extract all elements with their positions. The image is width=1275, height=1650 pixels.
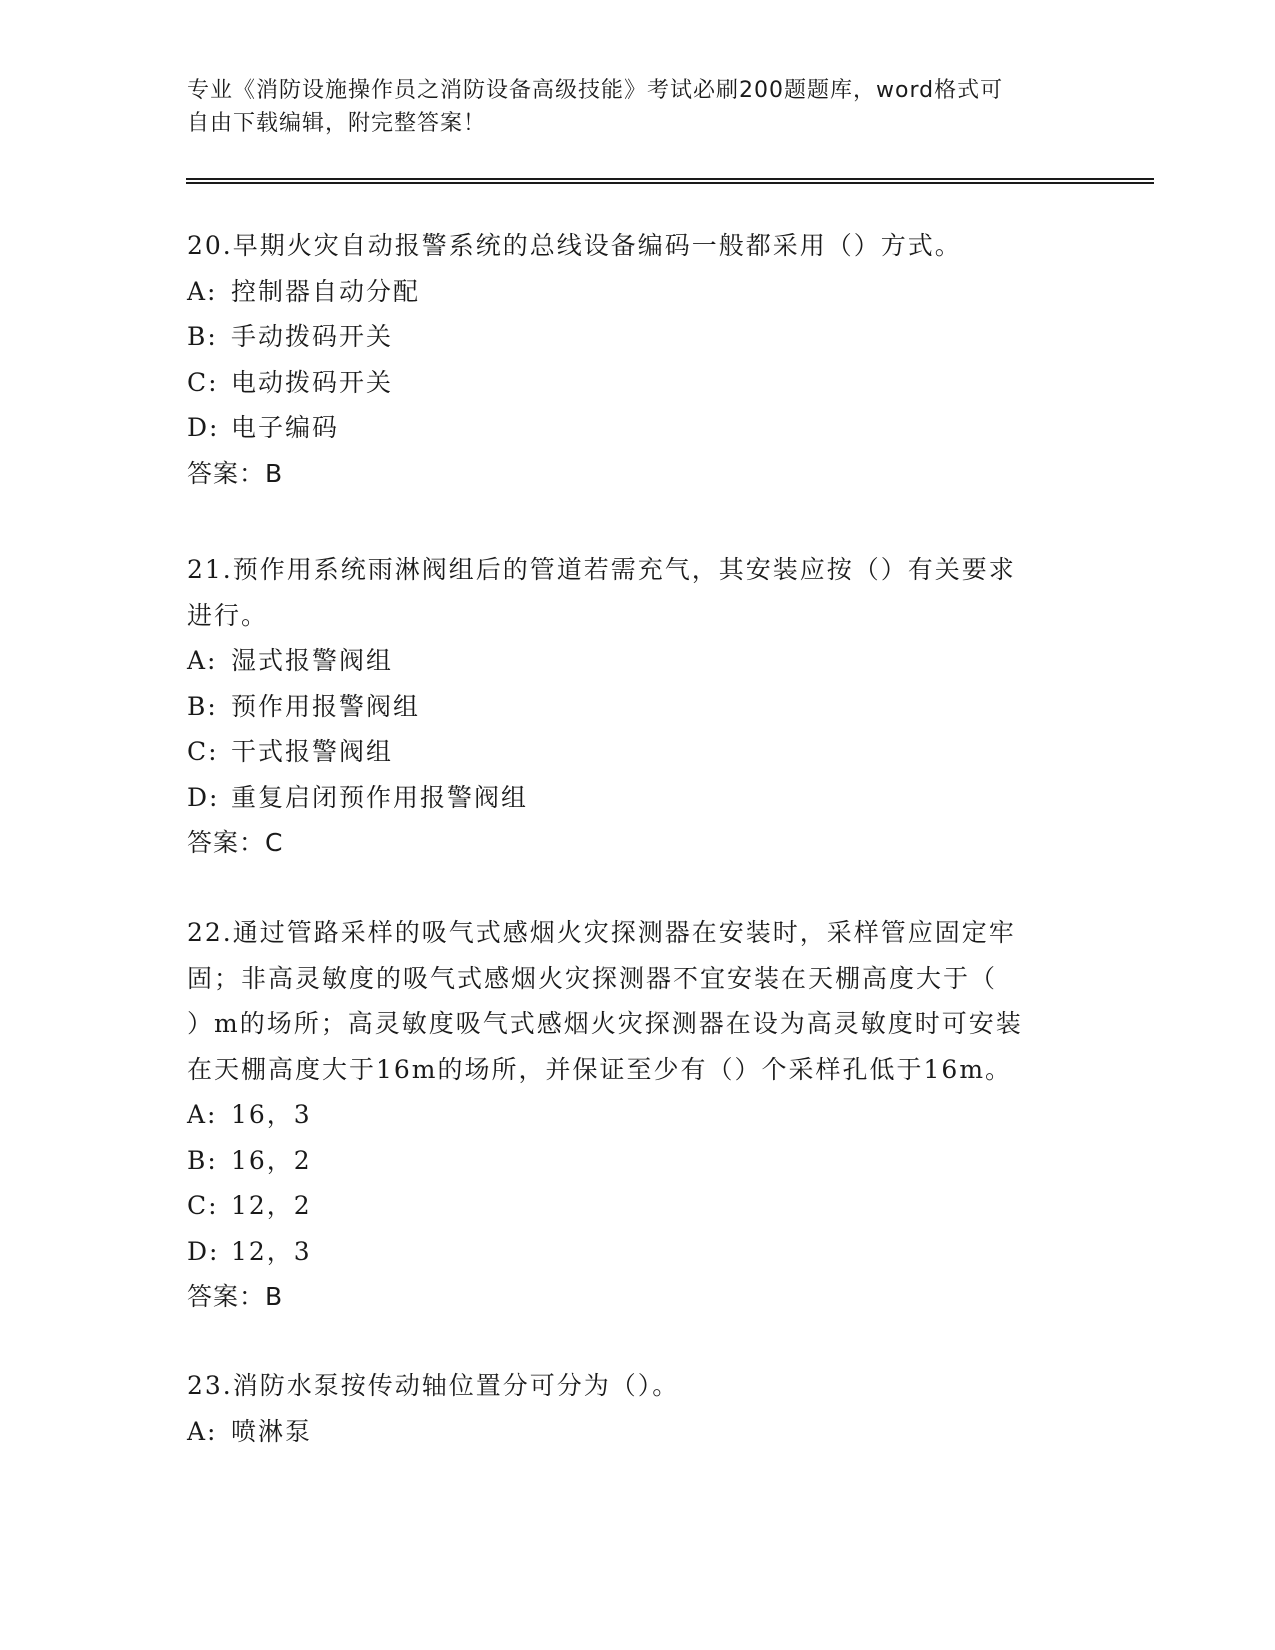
option-letter: B: <box>187 691 218 721</box>
option-text: 电动拨码开关 <box>231 367 394 397</box>
question-stem-line: 23.消防水泵按传动轴位置分可分为（）。 <box>187 1371 680 1400</box>
option-letter: B: <box>187 322 218 351</box>
option-c <box>187 729 1087 775</box>
option-letter: A: <box>187 276 218 306</box>
option-text: 重复启闭预作用报警阀组 <box>231 782 529 812</box>
option-c <box>187 360 1087 406</box>
option-d <box>187 775 1087 821</box>
option-letter: C: <box>187 737 219 766</box>
option-b <box>187 314 1087 360</box>
option-text: 手动拨码开关 <box>231 322 394 351</box>
option-d <box>187 1229 1087 1275</box>
option-text: 16，3 <box>231 1100 312 1129</box>
option-a <box>187 1092 1087 1138</box>
option-letter: A: <box>187 1416 218 1446</box>
option-c <box>187 1183 1087 1229</box>
option-letter: C: <box>187 367 219 397</box>
option-text: 电子编码 <box>231 413 340 442</box>
answer-text: 答案：B <box>187 1282 284 1311</box>
option-text: 预作用报警阀组 <box>231 691 421 721</box>
option-text: 湿式报警阀组 <box>231 646 394 675</box>
question-stem <box>187 910 1087 1092</box>
option-text: 16，2 <box>231 1145 312 1175</box>
option-letter: A: <box>187 1100 218 1129</box>
option-text: 12，3 <box>231 1236 312 1266</box>
question-stem-line: 固；非高灵敏度的吸气式感烟火灾探测器不宜安装在天棚高度大于（ <box>187 963 998 993</box>
option-letter: C: <box>187 1191 219 1220</box>
option-letter: D: <box>187 413 220 442</box>
option-list <box>187 638 1087 820</box>
option-list <box>187 269 1087 451</box>
option-d <box>187 405 1087 451</box>
question-23 <box>187 1363 1087 1454</box>
question-stem <box>187 547 1087 638</box>
question-stem <box>187 223 1087 269</box>
option-list <box>187 1092 1087 1274</box>
option-a <box>187 1409 1087 1455</box>
question-stem-line: 在天棚高度大于16m的场所，并保证至少有（）个采样孔低于16m。 <box>187 1054 1013 1084</box>
option-b <box>187 1138 1087 1184</box>
option-letter: A: <box>187 646 218 675</box>
option-a <box>187 269 1087 315</box>
option-a <box>187 638 1087 684</box>
question-21 <box>187 547 1087 866</box>
option-letter: B: <box>187 1145 218 1175</box>
question-stem-line: 21.预作用系统雨淋阀组后的管道若需充气，其安装应按（）有关要求 <box>187 555 1016 584</box>
header-line-2: 自由下载编辑，附完整答案！ <box>187 111 487 136</box>
question-stem <box>187 1363 1087 1409</box>
option-list <box>187 1409 1087 1455</box>
question-20 <box>187 223 1087 496</box>
answer-text: 答案：B <box>187 458 284 488</box>
question-stem-line: 进行。 <box>187 600 269 630</box>
option-text: 12，2 <box>231 1191 312 1220</box>
option-letter: D: <box>187 1236 220 1266</box>
option-letter: D: <box>187 782 220 812</box>
option-text: 喷淋泵 <box>231 1416 313 1446</box>
option-b <box>187 684 1087 730</box>
document-header <box>187 74 1067 140</box>
option-text: 控制器自动分配 <box>231 276 421 306</box>
question-22 <box>187 910 1087 1320</box>
header-divider <box>186 178 1154 184</box>
header-line-1: 专业《消防设施操作员之消防设备高级技能》考试必刷200题题库，word格式可 <box>187 78 1004 103</box>
option-text: 干式报警阀组 <box>231 737 394 766</box>
question-stem-line: 20.早期火灾自动报警系统的总线设备编码一般都采用（）方式。 <box>187 231 962 260</box>
question-stem-line: ）m的场所；高灵敏度吸气式感烟火灾探测器在设为高灵敏度时可安装 <box>187 1009 1023 1038</box>
answer-text: 答案：C <box>187 828 284 857</box>
question-stem-line: 22.通过管路采样的吸气式感烟火灾探测器在安装时，采样管应固定牢 <box>187 918 1016 947</box>
